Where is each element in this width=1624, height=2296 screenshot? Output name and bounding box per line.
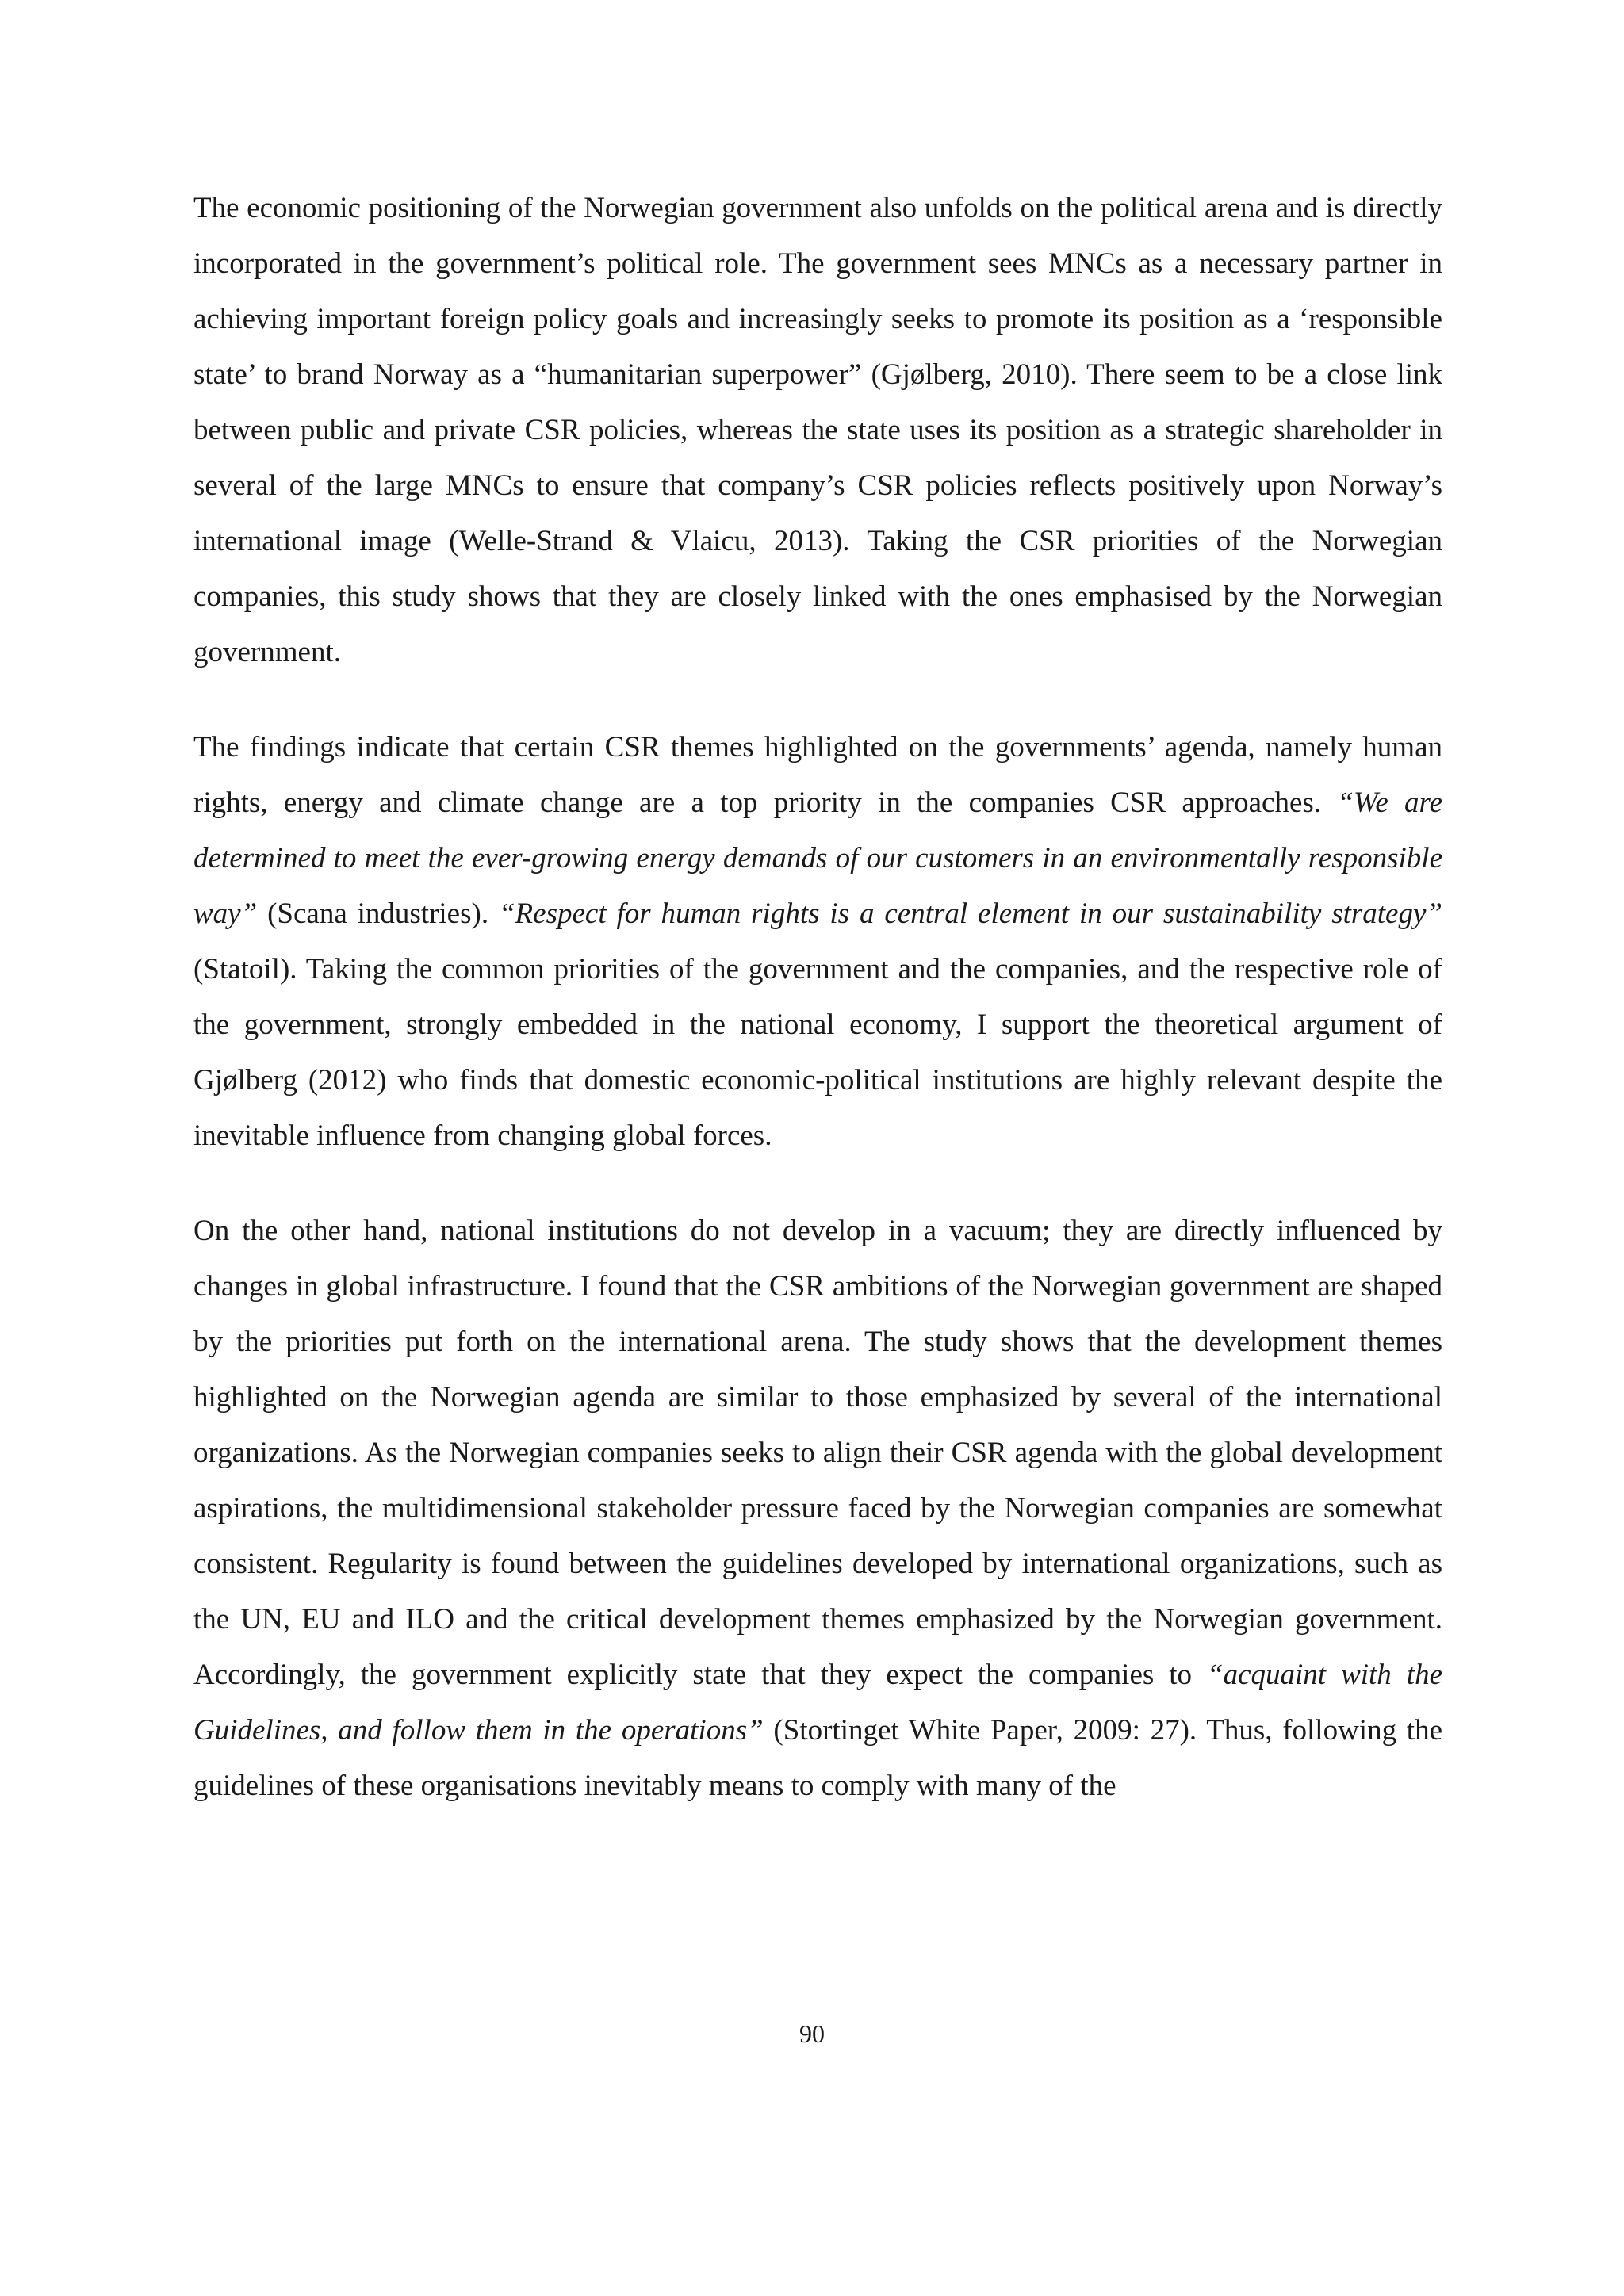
page-number: 90 xyxy=(799,2019,825,2048)
paragraph-2-text-c: (Statoil). Taking the common priorities of the government and the companies, and the respective role of the government, strongly embedded in the national economy, I support the theoretical argument of Gjølberg (2012) who finds that domestic economic-political institutions are highly relevant despite the inevitable influence from changing global forces. xyxy=(193,953,1442,1152)
paragraph-2-text-b: (Scana industries). xyxy=(257,897,499,930)
paragraph-3 xyxy=(193,1203,1442,1814)
paragraph-3-text-b: (Stortinget White Paper, 2009: 27). Thus, following the guidelines of these organisations inevitably means to comply with many of the xyxy=(193,1714,1442,1802)
quote-scana-industries: “We are determined to meet the ever-growing energy demands of our customers in an environmentally responsible way” xyxy=(193,786,1442,930)
quote-statoil: “Respect for human rights is a central element in our sustainability strategy” xyxy=(498,897,1442,930)
paragraph-2-text-a: The findings indicate that certain CSR themes highlighted on the governments’ agenda, namely human rights, energy and climate change are a top priority in the companies CSR approaches. xyxy=(193,731,1442,819)
quote-white-paper: “acquaint with the Guidelines, and follow them in the operations” xyxy=(193,1659,1442,1747)
body-text xyxy=(193,181,1442,1854)
paragraph-1-text: The economic positioning of the Norwegian government also unfolds on the political arena and is directly incorporated in the government’s political role. The government sees MNCs as a necessary partner in achieving important foreign policy goals and increasingly seeks to promote its position as a ‘responsible state’ to brand Norway as a “humanitarian superpower” (Gjølberg, 2010). There seem to be a close link between public and private CSR policies, whereas the state uses its position as a strategic shareholder in several of the large MNCs to ensure that company’s CSR policies reflects positively upon Norway’s international image (Welle-Strand & Vlaicu, 2013). Taking the CSR priorities of the Norwegian companies, this study shows that they are closely linked with the ones emphasised by the Norwegian government. xyxy=(193,192,1442,668)
paragraph-1 xyxy=(193,181,1442,680)
paragraph-3-text-a: On the other hand, national institutions do not develop in a vacuum; they are directly influenced by changes in global infrastructure. I found that the CSR ambitions of the Norwegian government are shaped by the priorities put forth on the international arena. The study shows that the development themes highlighted on the Norwegian agenda are similar to those emphasized by several of the international organizations. As the Norwegian companies seeks to align their CSR agenda with the global development aspirations, the multidimensional stakeholder pressure faced by the Norwegian companies are somewhat consistent. Regularity is found between the guidelines developed by international organizations, such as the UN, EU and ILO and the critical development themes emphasized by the Norwegian government. Accordingly, the government explicitly state that they expect the companies to xyxy=(193,1215,1442,1691)
paragraph-2 xyxy=(193,720,1442,1164)
